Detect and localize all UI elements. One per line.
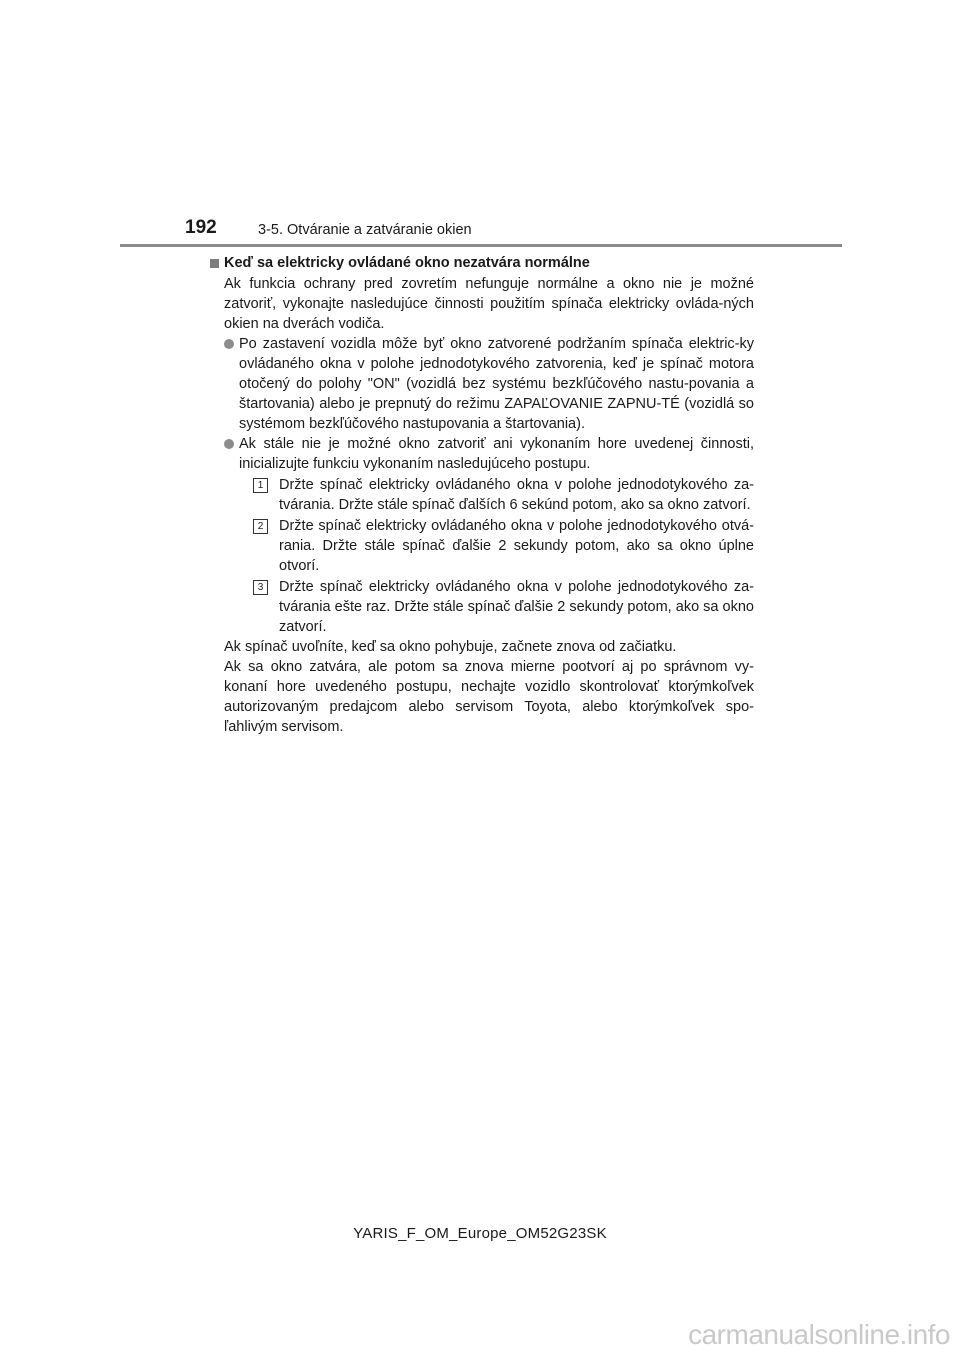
- bullet-item: [224, 334, 754, 434]
- closing-paragraph: Ak sa okno zatvára, ale potom sa znova mierne pootvorí aj po správnom vy-konaní hore uvedeného postupu, nechajte vozidlo skontrolovať ktorýmkoľvek autorizovaným predajcom alebo servisom Toyota, alebo ktorýmkoľvek spo-ľahlivým servisom.: [224, 659, 754, 735]
- main-content: [209, 253, 754, 737]
- closing-paragraph: Ak spínač uvoľníte, keď sa okno pohybuje, začnete znova od začiatku.: [224, 639, 677, 655]
- step-text: Držte spínač elektricky ovládaného okna v polohe jednodotykového otvá-rania. Držte stále spínač ďalšie 2 sekundy potom, ako sa okno úplne otvorí.: [279, 518, 754, 574]
- watermark: carmanualsonline.info: [688, 1319, 950, 1350]
- step-text: Držte spínač elektricky ovládaného okna v polohe jednodotykového za-tvárania ešte raz. Držte stále spínač ďalšie 2 sekundy potom, ako sa okno zatvorí.: [279, 579, 754, 635]
- step-text: Držte spínač elektricky ovládaného okna v polohe jednodotykového za-tvárania. Držte stále spínač ďalších 6 sekúnd potom, ako sa okno zatvorí.: [279, 477, 754, 513]
- step-number-badge: 1: [253, 478, 268, 493]
- header-divider: [120, 244, 842, 247]
- step-number-badge: 2: [253, 519, 268, 534]
- page-number: 192: [185, 217, 217, 238]
- procedure-step: [253, 516, 754, 576]
- document-code-footer: YARIS_F_OM_Europe_OM52G23SK: [353, 1225, 607, 1242]
- procedure-step: [253, 577, 754, 637]
- square-bullet-icon: [210, 259, 219, 268]
- circle-bullet-icon: [224, 439, 234, 449]
- subsection-heading-text: Keď sa elektricky ovládané okno nezatvára normálne: [224, 255, 590, 271]
- circle-bullet-icon: [224, 339, 234, 349]
- subsection-heading: [209, 253, 754, 273]
- section-title: 3-5. Otváranie a zatváranie okien: [258, 222, 472, 238]
- bullet-text: Ak stále nie je možné okno zatvoriť ani vykonaním hore uvedenej činnosti, inicializujte funkciu vykonaním nasledujúceho postupu.: [239, 436, 754, 472]
- bullet-item: [224, 434, 754, 474]
- bullet-text: Po zastavení vozidla môže byť okno zatvorené podržaním spínača elektric-ky ovládaného okna v polohe jednodotykového zatvorenia, keď je spínač motora otočený do polohy "ON" (vozidlá bez systému bezkľúčového nastu-povania a štartovania) alebo je prepnutý do režimu ZAPAĽOVANIE ZAPNU-TÉ (vozidlá so systémom bezkľúčového nastupovania a štartovania).: [239, 336, 754, 432]
- intro-paragraph: Ak funkcia ochrany pred zovretím nefunguje normálne a okno nie je možné zatvoriť, vykonajte nasledujúce činnosti použitím spínača elektricky ovláda-ných okien na dverách vodiča.: [224, 276, 754, 332]
- procedure-step: [253, 475, 754, 515]
- step-number-badge: 3: [253, 580, 268, 595]
